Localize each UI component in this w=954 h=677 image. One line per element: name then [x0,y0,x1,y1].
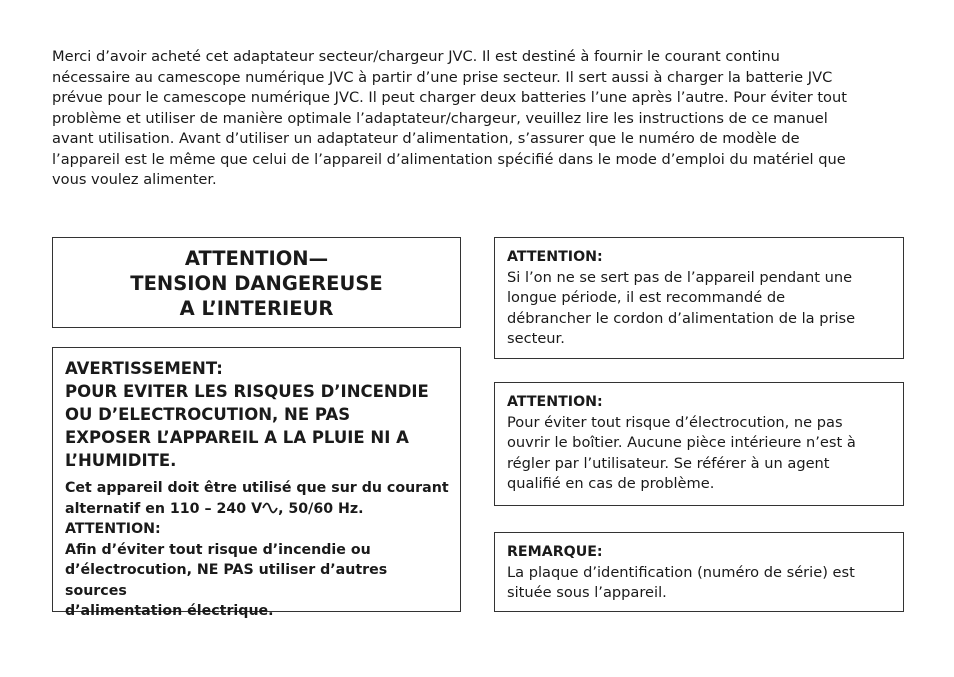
intro-paragraph [52,47,912,191]
intro-line: prévue pour le camescope numérique JVC. Il peut charger deux batteries l’une après l’autre. Pour éviter tout [52,89,847,106]
warning-attention-line: d’alimentation électrique. [65,603,274,619]
intro-line: nécessaire au camescope numérique JVC à partir d’une prise secteur. Il sert aussi à charger la batterie JVC [52,68,833,86]
warning-box [52,347,461,619]
warning-heading-line: OU D’ELECTROCUTION, NE PAS [65,405,351,424]
box-line: La plaque d’identification (numéro de série) est [507,563,855,581]
box-title: ATTENTION: [507,249,603,265]
box-title: ATTENTION: [507,394,603,410]
danger-line: ATTENTION— [184,247,329,270]
attention-unplug-box [494,237,904,359]
box-line: débrancher le cordon d’alimentation de la prise [507,309,856,327]
intro-line: avant utilisation. Avant d’utiliser un adaptateur d’alimentation, s’assurer que le numéro de modèle de [52,130,800,147]
warning-heading-line: AVERTISSEMENT: [65,359,223,378]
intro-line: l’appareil est le même que celui de l’appareil d’alimentation spécifié dans le mode d’emploi du matériel que [52,150,846,168]
danger-line: TENSION DANGEREUSE [130,272,383,295]
current-spec-line [65,499,450,520]
box-line: régler par l’utilisateur. Se référer à un agent [507,454,830,472]
intro-line: Merci d’avoir acheté cet adaptateur secteur/chargeur JVC. Il est destiné à fournir le courant continu [52,48,780,65]
warning-heading-line: POUR EVITER LES RISQUES D’INCENDIE [65,382,429,401]
box-line: ouvrir le boîtier. Aucune pièce intérieure n’est à [507,434,856,451]
box-title: REMARQUE: [507,544,603,560]
warning-attention-line: d’électrocution, NE PAS utiliser d’autres sources [65,562,388,599]
box-line: secteur. [507,330,565,347]
danger-line: A L’INTERIEUR [179,297,334,320]
box-line: Pour éviter tout risque d’électrocution, ne pas [507,413,843,431]
box-line: qualifié en cas de problème. [507,475,715,492]
warning-attention-line: Afin d’éviter tout risque d’incendie ou [65,541,371,558]
warning-heading-line: EXPOSER L’APPAREIL A LA PLUIE NI A [65,428,409,447]
intro-line: vous voulez alimenter. [52,171,217,188]
intro-line: problème et utiliser de manière optimale l’adaptateur/chargeur, veuillez lire les instructions de ce manuel [52,109,828,127]
alternating-current-icon [262,502,278,514]
current-spec-voltage: alternatif en 110 – 240 V [65,500,263,517]
warning-attention-title: ATTENTION: [65,521,161,537]
box-line: longue période, il est recommandé de [507,289,786,306]
box-line: située sous l’appareil. [507,584,667,601]
attention-electrocution-box [494,382,904,506]
current-spec-line: Cet appareil doit être utilisé que sur du courant [65,480,449,496]
remark-serial-box [494,532,904,612]
warning-heading-line: L’HUMIDITE. [65,451,177,470]
danger-voltage-box [52,237,461,328]
current-spec-frequency: , 50/60 Hz. [278,500,364,517]
box-line: Si l’on ne se sert pas de l’appareil pendant une [507,268,853,286]
